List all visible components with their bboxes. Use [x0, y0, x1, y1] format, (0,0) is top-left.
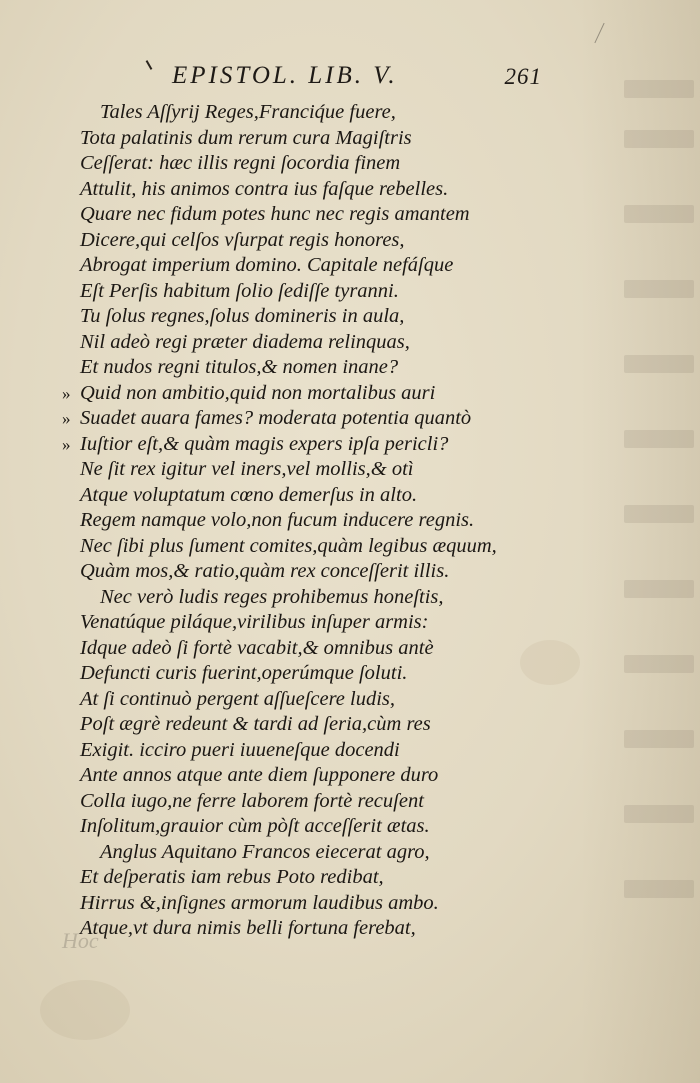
verse-line — [0, 355, 700, 381]
verse-text: Tales Aſſyrij Reges,Franciq́ue fuere, — [100, 101, 396, 123]
verse-text: Tota palatinis dum rerum cura Magiſtris — [80, 126, 412, 149]
verse-text: Exigit. icciro pueri iuueneſque docendi — [80, 738, 400, 761]
verse-line — [0, 840, 700, 866]
verse-line — [0, 891, 700, 917]
verse-line — [0, 661, 700, 687]
paper-stain — [40, 980, 130, 1040]
verse-text: Tu ſolus regnes,ſolus domineris in aula, — [80, 305, 405, 327]
verse-text: Quare nec fidum potes hunc nec regis amantem — [80, 203, 470, 225]
quotation-marker: » — [62, 434, 71, 454]
quotation-marker: » — [62, 409, 71, 428]
verse-text: Nec ſibi plus ſument comites,quàm legibus æquum, — [80, 534, 497, 557]
verse-text: Venatúque piláque,virilibus inſuper armis: — [80, 611, 429, 633]
verse-line — [0, 406, 700, 432]
verse-text: Regem namque volo,non fucum inducere regnis. — [80, 509, 475, 531]
verse-line — [0, 279, 700, 305]
verse-line — [0, 483, 700, 509]
verse-line — [0, 228, 700, 254]
verse-line — [0, 202, 700, 228]
page-header — [172, 62, 542, 96]
verse-line — [0, 865, 700, 891]
verse-text: Colla iugo,ne ferre laborem fortè recuſent — [80, 789, 424, 812]
verse-text: Hirrus &,inſignes armorum laudibus ambo. — [80, 891, 439, 914]
verse-column — [0, 100, 700, 942]
page-number: 261 — [504, 64, 542, 89]
verse-text: Et deſperatis iam rebus Poto redibat, — [80, 866, 384, 888]
verse-line — [0, 738, 700, 764]
verse-text: Ante annos atque ante diem ſupponere duro — [80, 764, 439, 786]
verse-line — [0, 814, 700, 840]
verse-text: Abrogat imperium domino. Capitale nefáſque — [80, 254, 454, 276]
verse-text: Anglus Aquitano Francos eiecerat agro, — [100, 840, 430, 863]
margin-tick-mark — [146, 60, 153, 70]
verse-text: Atque voluptatum cœno demerſus in alto. — [80, 483, 418, 506]
verse-line — [0, 330, 700, 356]
verse-text: Quàm mos,& ratio,quàm rex conceſſerit illis. — [80, 560, 450, 582]
verse-text: Atque,vt dura nimis belli fortuna ferebat, — [80, 917, 416, 939]
verse-line — [0, 789, 700, 815]
verse-line — [0, 126, 700, 152]
verse-line — [0, 432, 700, 458]
verse-text: Attulit, his animos contra ius faſque rebelles. — [80, 177, 449, 200]
verse-text: Eſt Perſis habitum ſolio ſediſſe tyranni. — [80, 279, 399, 302]
verse-line — [0, 712, 700, 738]
verse-text: At ſi continuò pergent aſſueſcere ludis, — [80, 687, 396, 710]
verse-line — [0, 559, 700, 585]
verse-text: Iuſtior eſt,& quàm magis expers ipſa pericli? — [80, 432, 449, 455]
verse-line — [0, 687, 700, 713]
verse-line — [0, 457, 700, 483]
verse-text: Defuncti curis fuerint,operúmque ſoluti. — [80, 662, 408, 684]
verse-line — [0, 177, 700, 203]
verse-line — [0, 916, 700, 942]
verse-text: Suadet auara fames? moderata potentia quantò — [80, 407, 472, 429]
verse-text: Poſt ægrè redeunt & tardi ad ſeria,cùm res — [80, 713, 431, 735]
verse-line — [0, 304, 700, 330]
verse-line — [0, 253, 700, 279]
quotation-marker: » — [62, 383, 71, 403]
verse-text: Nil adeò regi præter diadema relinquas, — [80, 330, 410, 353]
verse-line — [0, 534, 700, 560]
running-head: EPISTOL. LIB. V. — [172, 62, 398, 89]
verse-line — [0, 636, 700, 662]
verse-text: Ne ſit rex igitur vel iners,vel mollis,& otì — [80, 458, 414, 480]
verse-text: Quid non ambitio,quid non mortalibus auri — [80, 381, 436, 404]
verse-text: Idque adeò ſi fortè vacabit,& omnibus antè — [80, 636, 434, 659]
verse-text: Et nudos regni titulos,& nomen inane? — [80, 356, 399, 378]
verse-line — [0, 100, 700, 126]
verse-text: Inſolitum,grauior cùm pòſt acceſſerit ætas. — [80, 815, 430, 837]
verse-line — [0, 610, 700, 636]
bleed-through-line — [624, 80, 694, 98]
bleed-through-word: Hoc — [62, 928, 99, 953]
verse-text: Nec verò ludis reges prohibemus honeſtis, — [100, 585, 444, 608]
verse-line — [0, 763, 700, 789]
verse-text: Ceſſerat: hæc illis regni ſocordia finem — [80, 152, 401, 174]
verse-line — [0, 381, 700, 407]
verse-line — [0, 508, 700, 534]
verse-line — [0, 151, 700, 177]
verse-line — [0, 585, 700, 611]
verse-text: Dicere,qui celſos vſurpat regis honores, — [80, 228, 405, 251]
